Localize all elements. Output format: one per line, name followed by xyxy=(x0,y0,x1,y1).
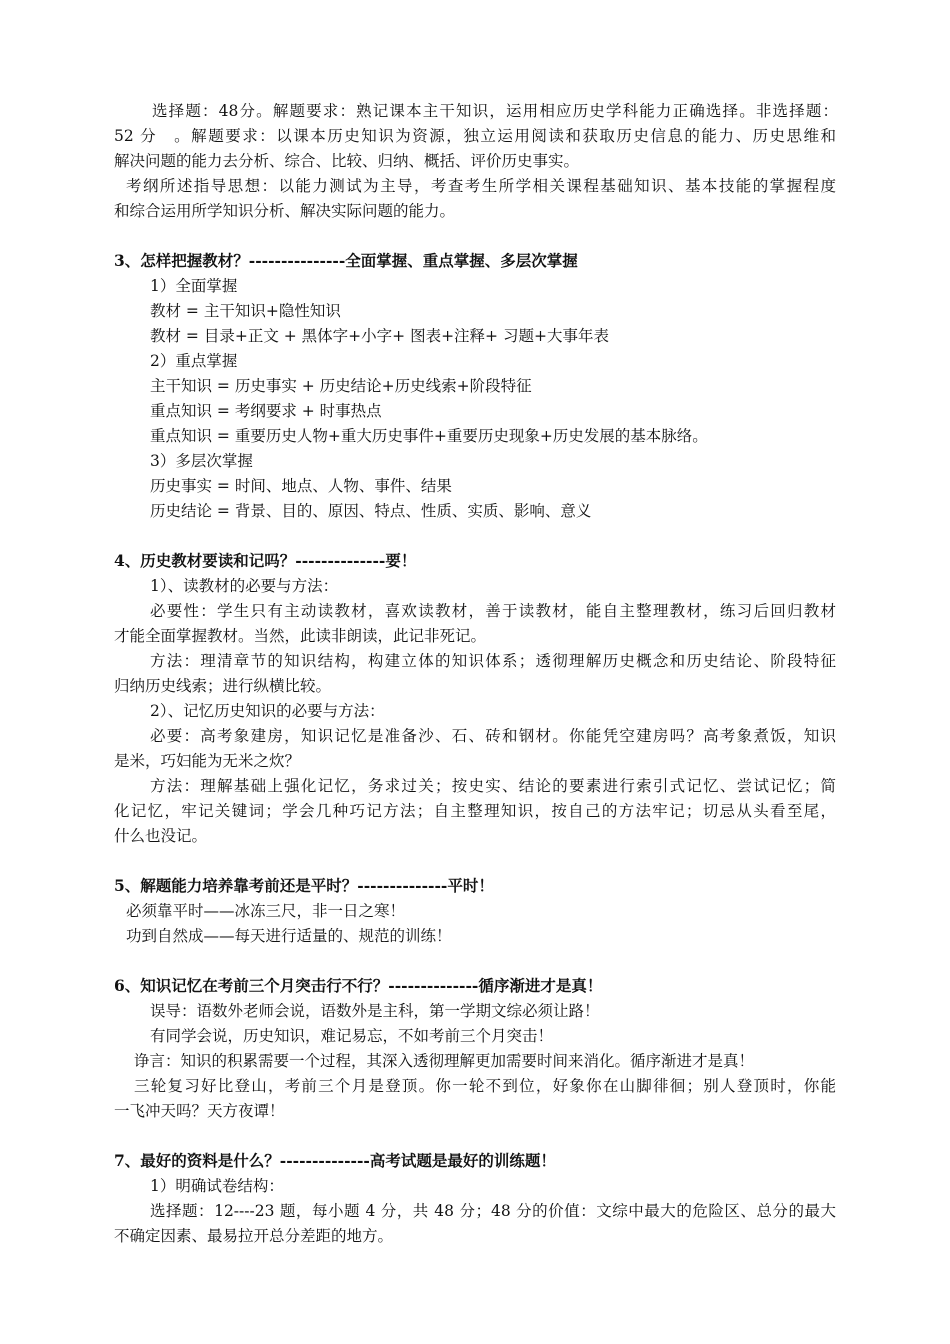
section-heading: 5、解题能力培养靠考前还是平时？--------------平时！ xyxy=(114,876,494,895)
text-line: 1）全面掌握 xyxy=(150,277,238,295)
text-line: 是米，巧妇能为无米之炊？ xyxy=(114,752,301,770)
text-line: 主干知识 = 历史事实 + 历史结论+历史线索+阶段特征 xyxy=(150,377,532,395)
text-line: 必须靠平时——冰冻三尺，非一日之寒！ xyxy=(126,902,406,920)
text-line: 归纳历史线索；进行纵横比较。 xyxy=(114,677,332,695)
text-line: 1）、读教材的必要与方法： xyxy=(150,577,339,595)
text-line: 重点知识 = 考纲要求 + 时事热点 xyxy=(150,402,382,420)
text-line: 有同学会说，历史知识，难记易忘，不如考前三个月突击！ xyxy=(150,1027,554,1045)
text-line: 三轮复习好比登山，考前三个月是登顶。你一轮不到位，好象你在山脚徘徊；别人登顶时，你能 xyxy=(134,1077,836,1095)
section-heading: 7、最好的资料是什么？--------------高考试题是最好的训练题！ xyxy=(114,1151,556,1170)
text-line: 方法：理清章节的知识结构，构建立体的知识体系；透彻理解历史概念和历史结论、阶段特征 xyxy=(150,652,836,670)
text-line: 什么也没记。 xyxy=(114,827,208,845)
text-line: 方法：理解基础上强化记忆，务求过关；按史实、结论的要素进行索引式记忆、尝试记忆；简 xyxy=(150,777,836,795)
text-line: 必要性：学生只有主动读教材，喜欢读教材，善于读教材，能自主整理教材，练习后回归教材 xyxy=(150,602,836,620)
text-line: 选择题：12----23 题，每小题 4 分，共 48 分；48 分的价值：文综中最大的危险区、总分的最大 xyxy=(150,1202,836,1220)
text-line: 诤言：知识的积累需要一个过程，其深入透彻理解更加需要时间来消化。循序渐进才是真！ xyxy=(134,1052,755,1070)
text-line: 和综合运用所学知识分析、解决实际问题的能力。 xyxy=(114,202,456,220)
text-line: 考纲所述指导思想：以能力测试为主导，考查考生所学相关课程基础知识、基本技能的掌握程度 xyxy=(126,177,836,195)
text-line: 必要：高考象建房，知识记忆是准备沙、石、砖和钢材。你能凭空建房吗？高考象煮饭，知识 xyxy=(150,727,836,745)
text-line: 历史事实 = 时间、地点、人物、事件、结果 xyxy=(150,477,452,495)
text-line: 3）多层次掌握 xyxy=(150,452,253,470)
text-line: 化记忆，牢记关键词；学会几种巧记方法；自主整理知识，按自己的方法牢记；切忌从头看至尾， xyxy=(114,802,836,820)
text-line: 2）、记忆历史知识的必要与方法： xyxy=(150,702,385,720)
text-line: 选择题：48分。解题要求：熟记课本主干知识，运用相应历史学科能力正确选择。非选择题： xyxy=(152,102,838,120)
text-line: 教材 = 主干知识+隐性知识 xyxy=(150,302,341,320)
text-line: 教材 = 目录+正文 + 黑体字+小字+ 图表+注释+ 习题+大事年表 xyxy=(150,327,609,345)
section-heading: 4、历史教材要读和记吗？--------------要！ xyxy=(114,551,417,570)
text-line: 功到自然成——每天进行适量的、规范的训练！ xyxy=(126,927,452,945)
text-line: 历史结论 = 背景、目的、原因、特点、性质、实质、影响、意义 xyxy=(150,502,592,520)
section-heading: 3、怎样把握教材？---------------全面掌握、重点掌握、多层次掌握 xyxy=(114,251,578,270)
text-line: 误导：语数外老师会说，语数外是主科，第一学期文综必须让路！ xyxy=(150,1002,600,1020)
text-line: 2）重点掌握 xyxy=(150,352,238,370)
text-line: 解决问题的能力去分析、综合、比较、归纳、概括、评价历史事实。 xyxy=(114,152,580,170)
text-line: 1）明确试卷结构： xyxy=(150,1177,284,1195)
text-line: 不确定因素、最易拉开总分差距的地方。 xyxy=(114,1227,394,1245)
text-line: 重点知识 = 重要历史人物+重大历史事件+重要历史现象+历史发展的基本脉络。 xyxy=(150,427,708,445)
section-heading: 6、知识记忆在考前三个月突击行不行？--------------循序渐进才是真！ xyxy=(114,976,603,995)
text-line: 才能全面掌握教材。当然，此读非朗读，此记非死记。 xyxy=(114,627,487,645)
text-line: 一飞冲天吗？天方夜谭！ xyxy=(114,1102,285,1120)
text-line: 52 分 。解题要求：以课本历史知识为资源，独立运用阅读和获取历史信息的能力、历史思维和 xyxy=(114,127,836,145)
